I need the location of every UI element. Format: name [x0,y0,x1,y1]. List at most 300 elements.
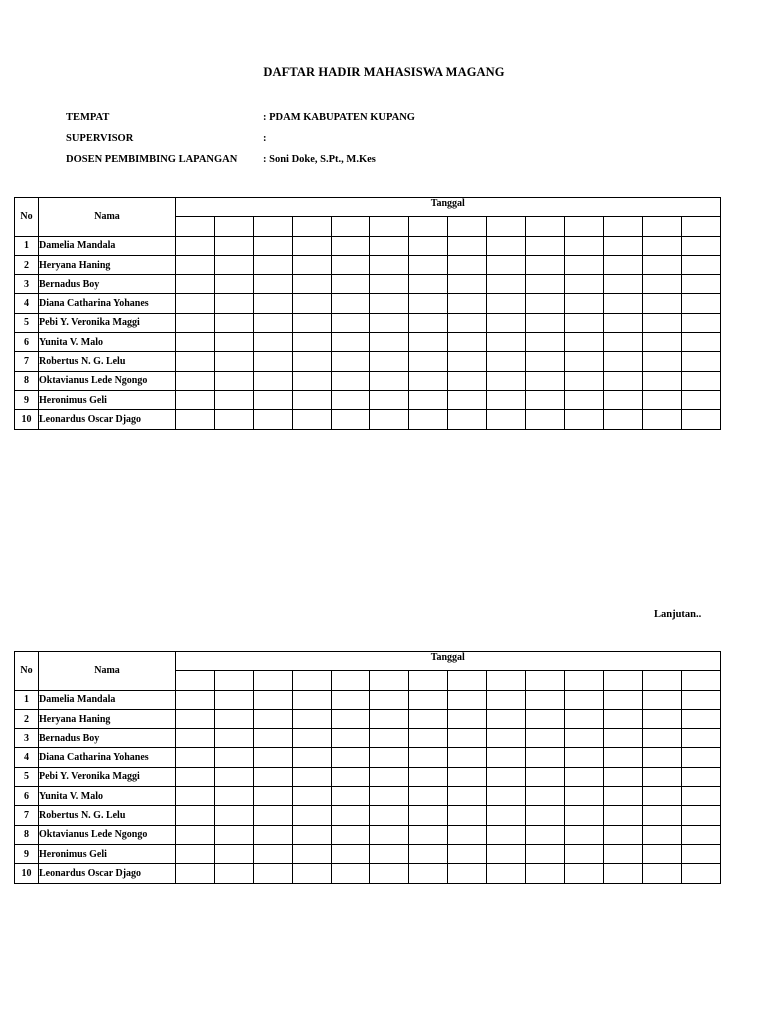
attendance-cell [681,371,720,390]
attendance-cell [526,806,565,825]
attendance-cell [642,371,681,390]
attendance-cell [642,729,681,748]
attendance-cell [564,352,603,371]
attendance-cell [292,294,331,313]
attendance-cell [487,748,526,767]
attendance-cell [603,767,642,786]
attendance-cell [448,767,487,786]
date-header-cell [603,217,642,236]
student-name: Yunita V. Malo [39,333,176,352]
attendance-cell [331,767,370,786]
info-value-tempat: : PDAM KABUPATEN KUPANG [263,112,415,123]
attendance-cell [292,844,331,863]
attendance-cell [409,864,448,883]
attendance-cell [253,690,292,709]
student-name: Damelia Mandala [39,690,176,709]
attendance-cell [409,313,448,332]
attendance-cell [292,275,331,294]
info-label-dosen: DOSEN PEMBIMBING LAPANGAN [66,154,238,165]
table-row [15,410,721,429]
student-name: Damelia Mandala [39,236,176,255]
row-number: 9 [15,844,39,863]
attendance-cell [448,390,487,409]
attendance-cell [409,352,448,371]
attendance-cell [176,767,215,786]
attendance-cell [253,313,292,332]
date-header-cell [564,217,603,236]
attendance-cell [642,767,681,786]
attendance-cell [292,748,331,767]
attendance-cell [681,352,720,371]
attendance-cell [681,844,720,863]
attendance-cell [253,371,292,390]
row-number: 4 [15,748,39,767]
attendance-cell [331,748,370,767]
attendance-cell [526,255,565,274]
attendance-cell [487,236,526,255]
attendance-cell [642,748,681,767]
attendance-cell [603,748,642,767]
attendance-cell [526,709,565,728]
attendance-cell [409,333,448,352]
attendance-cell [487,690,526,709]
date-header-cell [409,217,448,236]
info-value-supervisor: : [263,133,267,144]
attendance-cell [370,787,409,806]
attendance-cell [331,825,370,844]
attendance-cell [331,371,370,390]
student-name: Heryana Haning [39,709,176,728]
attendance-cell [370,294,409,313]
attendance-cell [603,806,642,825]
attendance-cell [253,729,292,748]
attendance-cell [292,767,331,786]
attendance-cell [526,236,565,255]
attendance-cell [370,729,409,748]
attendance-cell [526,371,565,390]
row-number: 8 [15,825,39,844]
attendance-cell [681,275,720,294]
student-name: Bernadus Boy [39,275,176,294]
date-header-cell [370,217,409,236]
student-name: Leonardus Oscar Djago [39,410,176,429]
attendance-cell [409,844,448,863]
table-row [15,352,721,371]
attendance-cell [603,333,642,352]
row-number: 9 [15,390,39,409]
attendance-cell [370,806,409,825]
header-tanggal: Tanggal [176,652,721,671]
row-number: 3 [15,275,39,294]
attendance-cell [214,275,253,294]
date-header-cell [487,671,526,690]
attendance-cell [409,690,448,709]
attendance-cell [642,690,681,709]
attendance-cell [292,313,331,332]
attendance-cell [681,390,720,409]
student-name: Heronimus Geli [39,390,176,409]
continue-note: Lanjutan.. [654,609,702,620]
attendance-cell [526,767,565,786]
attendance-cell [487,864,526,883]
attendance-cell [564,844,603,863]
attendance-cell [370,275,409,294]
attendance-cell [487,313,526,332]
attendance-cell [603,371,642,390]
date-header-cell [214,671,253,690]
attendance-cell [526,313,565,332]
attendance-cell [176,371,215,390]
attendance-cell [253,767,292,786]
date-header-cell [448,217,487,236]
row-number: 10 [15,864,39,883]
attendance-cell [526,390,565,409]
attendance-cell [292,371,331,390]
row-number: 4 [15,294,39,313]
attendance-cell [214,806,253,825]
row-number: 5 [15,767,39,786]
table-row [15,825,721,844]
attendance-cell [292,709,331,728]
attendance-cell [176,410,215,429]
attendance-cell [564,371,603,390]
attendance-cell [564,333,603,352]
student-name: Oktavianus Lede Ngongo [39,371,176,390]
attendance-cell [603,410,642,429]
attendance-cell [448,748,487,767]
attendance-cell [409,748,448,767]
attendance-cell [214,690,253,709]
table-row [15,709,721,728]
attendance-cell [487,844,526,863]
attendance-cell [681,410,720,429]
attendance-cell [681,806,720,825]
date-header-cell [603,671,642,690]
attendance-cell [448,313,487,332]
attendance-cell [176,748,215,767]
attendance-cell [331,390,370,409]
row-number: 10 [15,410,39,429]
attendance-table-2 [14,651,721,884]
row-number: 2 [15,709,39,728]
student-name: Yunita V. Malo [39,787,176,806]
attendance-cell [331,709,370,728]
attendance-cell [292,787,331,806]
student-name: Robertus N. G. Lelu [39,806,176,825]
date-header-cell [448,671,487,690]
attendance-cell [526,352,565,371]
date-header-cell [681,217,720,236]
header-no: No [15,198,39,237]
info-label-tempat: TEMPAT [66,112,110,123]
attendance-cell [214,844,253,863]
attendance-cell [292,690,331,709]
attendance-cell [292,236,331,255]
header-row [15,652,721,671]
attendance-cell [564,748,603,767]
attendance-cell [331,333,370,352]
attendance-cell [448,275,487,294]
attendance-cell [603,690,642,709]
date-header-cell [331,671,370,690]
attendance-cell [487,729,526,748]
attendance-cell [214,787,253,806]
attendance-cell [214,825,253,844]
attendance-cell [603,709,642,728]
attendance-cell [214,371,253,390]
attendance-cell [448,294,487,313]
attendance-cell [370,410,409,429]
attendance-cell [370,236,409,255]
attendance-cell [642,255,681,274]
attendance-cell [526,275,565,294]
attendance-cell [176,275,215,294]
date-header-cell [331,217,370,236]
attendance-cell [331,275,370,294]
attendance-cell [331,410,370,429]
attendance-cell [214,767,253,786]
attendance-cell [564,255,603,274]
attendance-cell [292,806,331,825]
attendance-cell [642,275,681,294]
attendance-cell [487,352,526,371]
attendance-cell [331,864,370,883]
table-row [15,275,721,294]
attendance-cell [564,825,603,844]
row-number: 8 [15,371,39,390]
attendance-cell [370,371,409,390]
student-name: Heronimus Geli [39,844,176,863]
attendance-cell [176,864,215,883]
attendance-cell [564,767,603,786]
attendance-cell [176,352,215,371]
attendance-cell [409,294,448,313]
attendance-cell [331,787,370,806]
attendance-cell [214,313,253,332]
row-number: 2 [15,255,39,274]
attendance-cell [214,352,253,371]
attendance-cell [331,294,370,313]
attendance-cell [292,352,331,371]
date-header-cell [253,671,292,690]
attendance-cell [642,236,681,255]
attendance-cell [214,236,253,255]
table-row [15,844,721,863]
attendance-cell [370,352,409,371]
attendance-cell [564,236,603,255]
row-number: 7 [15,806,39,825]
student-name: Pebi Y. Veronika Maggi [39,313,176,332]
attendance-cell [214,255,253,274]
attendance-cell [370,390,409,409]
attendance-cell [370,767,409,786]
date-header-cell [526,671,565,690]
table-row [15,729,721,748]
table-row [15,294,721,313]
student-name: Diana Catharina Yohanes [39,748,176,767]
attendance-cell [253,787,292,806]
attendance-cell [409,767,448,786]
attendance-cell [642,864,681,883]
attendance-cell [526,294,565,313]
attendance-cell [253,844,292,863]
attendance-cell [448,371,487,390]
attendance-cell [526,748,565,767]
attendance-cell [603,275,642,294]
attendance-cell [564,709,603,728]
attendance-cell [448,410,487,429]
attendance-cell [603,729,642,748]
attendance-cell [603,825,642,844]
attendance-cell [214,729,253,748]
attendance-cell [331,313,370,332]
attendance-cell [253,352,292,371]
attendance-cell [370,333,409,352]
attendance-cell [176,313,215,332]
attendance-cell [292,864,331,883]
attendance-cell [176,787,215,806]
date-header-cell [409,671,448,690]
attendance-cell [292,410,331,429]
attendance-cell [681,255,720,274]
attendance-cell [331,236,370,255]
header-name: Nama [39,198,176,237]
attendance-cell [176,709,215,728]
attendance-cell [214,294,253,313]
attendance-cell [681,729,720,748]
attendance-cell [681,864,720,883]
student-name: Robertus N. G. Lelu [39,352,176,371]
attendance-cell [253,236,292,255]
attendance-cell [681,767,720,786]
attendance-cell [681,313,720,332]
attendance-cell [681,825,720,844]
header-tanggal: Tanggal [176,198,721,217]
attendance-cell [526,333,565,352]
attendance-cell [253,806,292,825]
attendance-cell [526,825,565,844]
attendance-cell [564,864,603,883]
attendance-cell [448,236,487,255]
attendance-cell [642,806,681,825]
attendance-cell [487,767,526,786]
date-header-cell [176,671,215,690]
student-name: Oktavianus Lede Ngongo [39,825,176,844]
attendance-cell [331,806,370,825]
attendance-cell [681,787,720,806]
attendance-cell [681,690,720,709]
header-name: Nama [39,652,176,691]
attendance-cell [409,825,448,844]
attendance-cell [487,825,526,844]
attendance-cell [526,787,565,806]
attendance-cell [253,275,292,294]
header-no: No [15,652,39,691]
attendance-cell [603,864,642,883]
date-header-cell [642,217,681,236]
attendance-cell [681,709,720,728]
attendance-cell [253,748,292,767]
attendance-cell [331,844,370,863]
attendance-cell [370,690,409,709]
table-row [15,390,721,409]
attendance-cell [214,333,253,352]
attendance-cell [642,313,681,332]
attendance-cell [253,864,292,883]
student-name: Heryana Haning [39,255,176,274]
table-row [15,806,721,825]
attendance-cell [642,825,681,844]
table-row [15,787,721,806]
attendance-cell [487,275,526,294]
attendance-cell [409,410,448,429]
attendance-cell [564,275,603,294]
attendance-cell [564,294,603,313]
attendance-cell [448,844,487,863]
attendance-cell [370,825,409,844]
attendance-cell [409,236,448,255]
attendance-cell [564,410,603,429]
attendance-cell [409,787,448,806]
attendance-cell [370,864,409,883]
attendance-cell [331,352,370,371]
attendance-cell [253,333,292,352]
attendance-cell [370,255,409,274]
attendance-cell [176,729,215,748]
attendance-cell [176,825,215,844]
attendance-cell [603,294,642,313]
attendance-cell [409,729,448,748]
attendance-cell [681,333,720,352]
attendance-cell [253,390,292,409]
attendance-cell [526,844,565,863]
attendance-cell [642,333,681,352]
date-header-cell [526,217,565,236]
attendance-cell [292,825,331,844]
student-name: Diana Catharina Yohanes [39,294,176,313]
attendance-table-1 [14,197,721,430]
attendance-cell [448,806,487,825]
attendance-cell [292,390,331,409]
attendance-cell [253,825,292,844]
attendance-cell [409,371,448,390]
date-header-cell [292,217,331,236]
attendance-cell [603,255,642,274]
attendance-cell [176,255,215,274]
attendance-cell [253,255,292,274]
attendance-cell [176,236,215,255]
attendance-cell [214,709,253,728]
attendance-cell [642,844,681,863]
attendance-cell [292,333,331,352]
attendance-cell [448,352,487,371]
attendance-cell [526,864,565,883]
attendance-cell [409,255,448,274]
attendance-cell [448,864,487,883]
attendance-cell [331,255,370,274]
table-row [15,255,721,274]
attendance-cell [370,709,409,728]
attendance-cell [409,390,448,409]
row-number: 1 [15,690,39,709]
table-row [15,313,721,332]
attendance-cell [487,371,526,390]
attendance-cell [214,410,253,429]
attendance-cell [409,275,448,294]
attendance-cell [681,748,720,767]
attendance-cell [642,787,681,806]
attendance-cell [603,352,642,371]
